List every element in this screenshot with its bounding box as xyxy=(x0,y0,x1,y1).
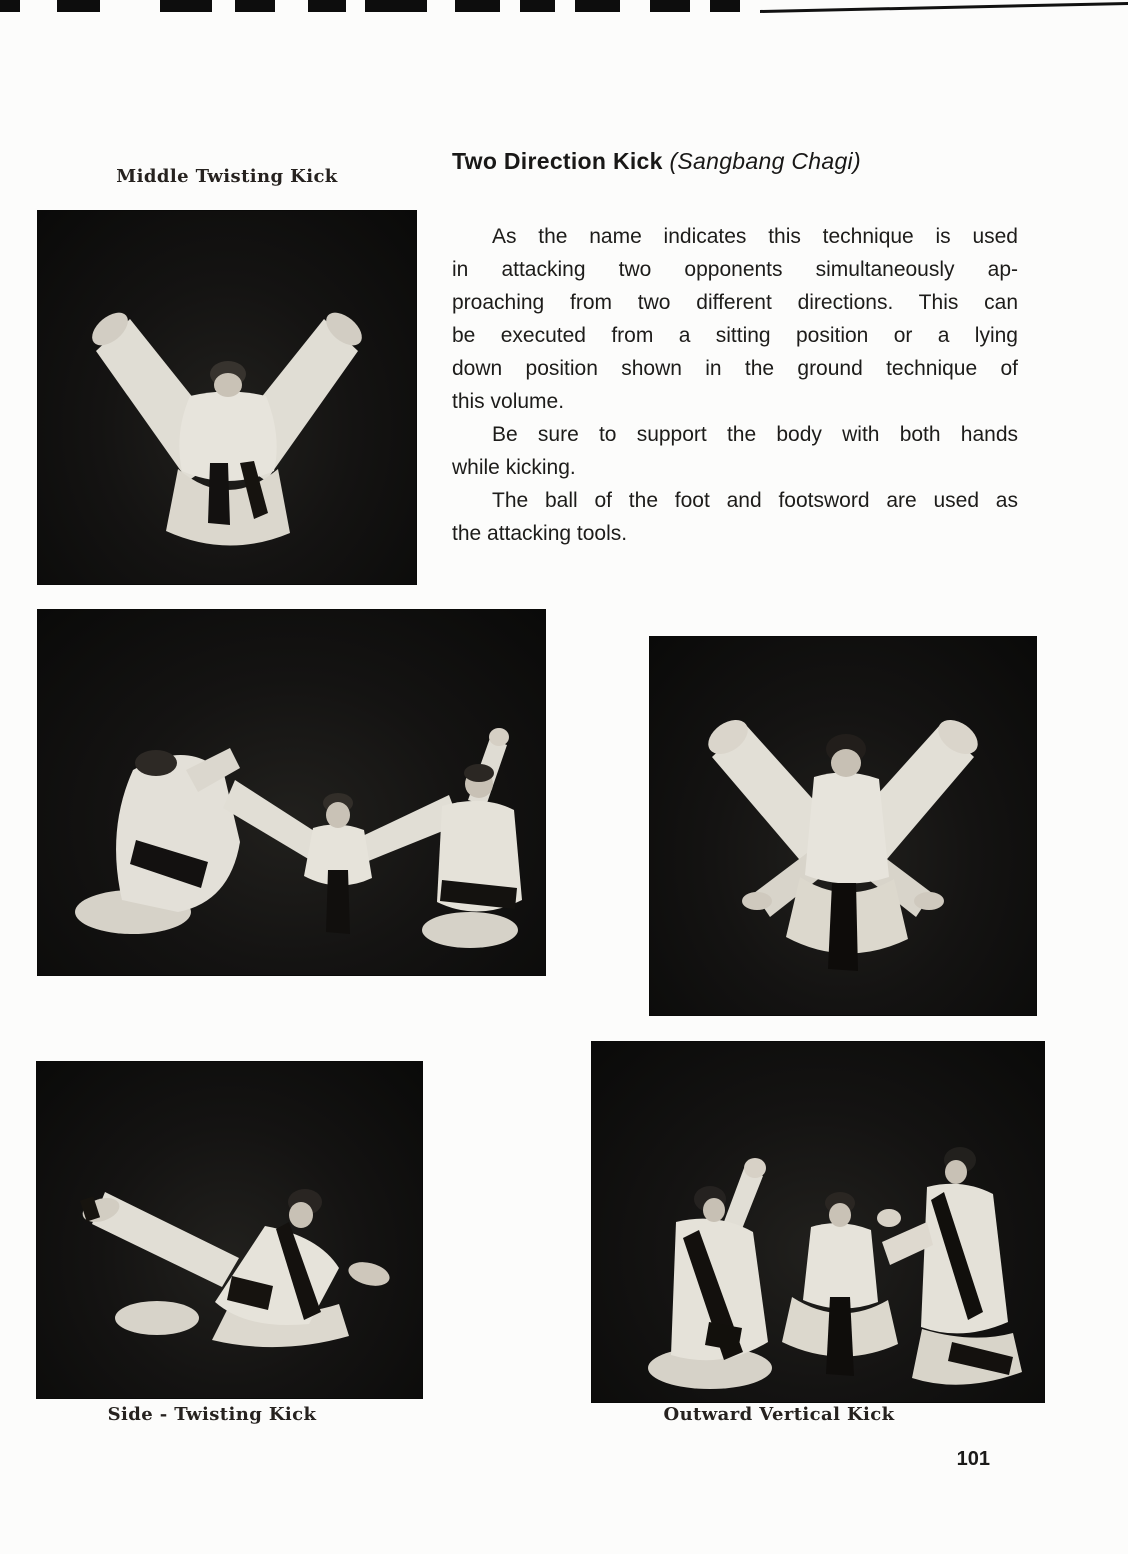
body-line: in attacking two opponents simultaneously ap- xyxy=(452,258,1018,281)
section-title-korean: (Sangbang Chagi) xyxy=(669,148,861,174)
outward-vertical-kick-figures xyxy=(592,1042,1044,1402)
outward-vertical-kick-photo xyxy=(592,1042,1044,1402)
body-line: As the name indicates this technique is used xyxy=(492,225,1018,248)
page-number: 101 xyxy=(956,1448,990,1470)
body-line: The ball of the foot and footsword are used as xyxy=(492,489,1018,512)
caption-side-twisting-kick: Side - Twisting Kick xyxy=(107,1404,317,1425)
body-line: this volume. xyxy=(452,390,565,413)
body-line: the attacking tools. xyxy=(452,522,628,545)
body-line: while kicking. xyxy=(452,456,576,479)
two-direction-kick-sequence-photo xyxy=(38,610,545,975)
body-line: Be sure to support the body with both hands xyxy=(492,423,1018,446)
two-direction-kick-photo xyxy=(650,637,1036,1015)
body-text xyxy=(452,220,1018,550)
scan-line-artifact xyxy=(740,0,1128,16)
section-title-bold: Two Direction Kick xyxy=(452,148,663,174)
middle-twisting-kick-figure xyxy=(38,211,416,584)
caption-outward-vertical-kick: Outward Vertical Kick xyxy=(663,1404,895,1425)
caption-middle-twisting-kick: Middle Twisting Kick xyxy=(116,166,338,187)
middle-twisting-kick-photo xyxy=(38,211,416,584)
body-line: be executed from a sitting position or a lying xyxy=(452,324,1018,347)
two-direction-kick-figure xyxy=(650,637,1036,1015)
body-line: proaching from two different directions. This can xyxy=(452,291,1018,314)
two-direction-sequence-figures xyxy=(38,610,545,975)
section-title xyxy=(452,148,1052,175)
side-twisting-kick-figure xyxy=(37,1062,422,1398)
body-line: down position shown in the ground technique of xyxy=(452,357,1018,380)
side-twisting-kick-photo xyxy=(37,1062,422,1398)
